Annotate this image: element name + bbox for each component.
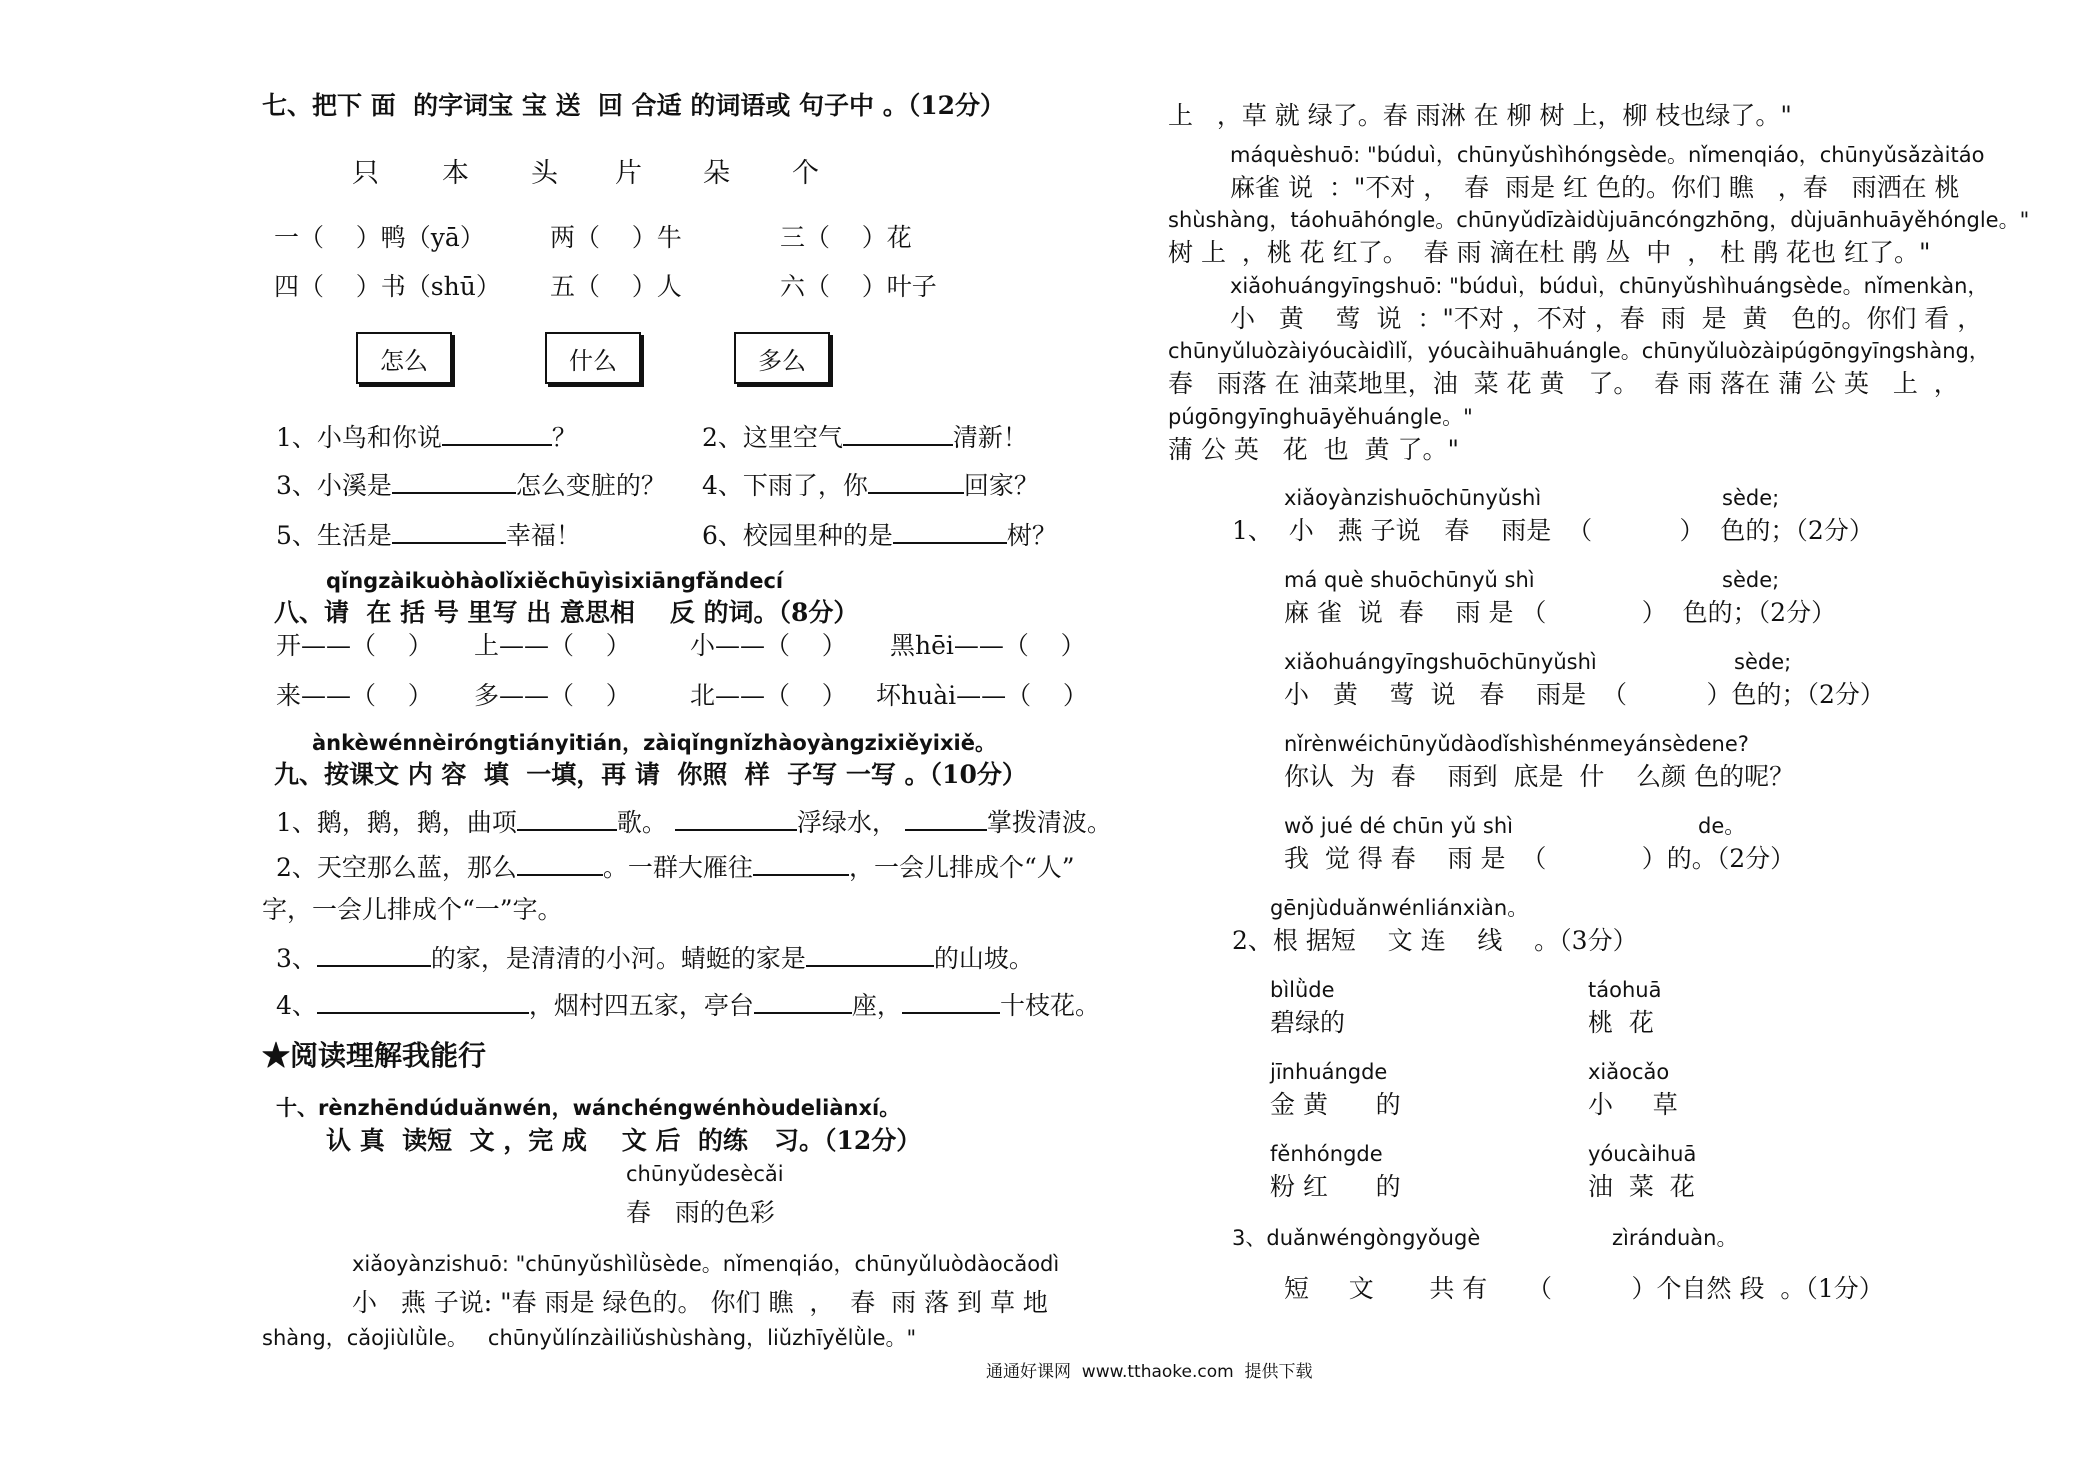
question-text: 座， xyxy=(851,991,902,1020)
question-text: ？ xyxy=(551,423,577,452)
question-text: 。一群大雁往 xyxy=(602,853,753,882)
answer-blank[interactable] xyxy=(806,943,934,967)
reading-question: 短 文 共 有 （ ）个自然 段 。（1分） xyxy=(1284,1274,1884,1303)
answer-blank[interactable] xyxy=(317,943,431,967)
question-text: 清新！ xyxy=(952,423,1028,452)
story-pinyin: shàng，cǎojiùlǜle。 chūnyǔlínzàiliǔshùshàng，liǔzhīyělǜle。" xyxy=(262,1326,917,1350)
fill-question xyxy=(702,470,1039,498)
answer-blank[interactable] xyxy=(905,807,987,831)
word-box-label: 多么 xyxy=(758,346,806,375)
match-right-pinyin: táohuā xyxy=(1588,978,1662,1002)
question-text: 1、鹅，鹅，鹅，曲项 xyxy=(276,808,517,837)
match-right-item[interactable]: 油 菜 花 xyxy=(1588,1172,1695,1201)
answer-blank[interactable] xyxy=(392,470,516,494)
question-pinyin: sède; xyxy=(1722,486,1780,510)
question-pinyin: gēnjùduǎnwénliánxiàn。 xyxy=(1270,896,1529,920)
question-pinyin: sède; xyxy=(1722,568,1780,592)
poem-line: 字，一会儿排成个“一”字。 xyxy=(262,895,563,924)
word-bank-item: 只 xyxy=(352,158,379,189)
measure-question: 一（ ）鸭（yā） xyxy=(274,223,485,252)
poem-line xyxy=(276,807,1112,835)
measure-question: 四（ ）书（shū） xyxy=(274,272,501,301)
reading-question: 你认 为 春 雨到 底是 什 么颜 色的呢？ xyxy=(1284,762,1795,791)
match-left-item[interactable]: 粉 红 的 xyxy=(1270,1172,1401,1201)
answer-blank[interactable] xyxy=(392,520,506,544)
poem-line xyxy=(276,990,1100,1018)
word-bank-item: 个 xyxy=(792,158,819,189)
story-pinyin: máquèshuō: "búduì，chūnyǔshìhóngsède。nǐmenqiáo，chūnyǔsǎzàitáo xyxy=(1230,143,1985,167)
match-left-pinyin: bìlǜde xyxy=(1270,978,1335,1002)
match-right-pinyin: xiǎocǎo xyxy=(1588,1060,1670,1084)
word-bank-item: 朵 xyxy=(703,158,730,189)
section-9-title: 九、按课文 内 容 填 一填，再 请 你照 样 子写 一写 。（10分） xyxy=(274,760,1027,789)
match-right-item[interactable]: 小 草 xyxy=(1588,1090,1678,1119)
measure-question: 三（ ）花 xyxy=(780,223,912,252)
story-text: 春 雨落 在 油菜地里，油 菜 花 黄 了。 春 雨 落在 蒲 公 英 上 ， xyxy=(1168,369,1959,398)
question-text: 树？ xyxy=(1006,521,1057,550)
answer-blank[interactable] xyxy=(893,520,1007,544)
reading-question: 小 黄 莺 说 春 雨是 （ ）色的；（2分） xyxy=(1284,680,1885,709)
measure-question: 五（ ）人 xyxy=(550,272,682,301)
poem-line xyxy=(276,943,1034,971)
word-bank-item: 片 xyxy=(615,158,642,189)
question-pinyin: sède; xyxy=(1734,650,1792,674)
question-text: 2、天空那么蓝，那么 xyxy=(276,853,517,882)
reading-question: 我 觉 得 春 雨 是 （ ）的。（2分） xyxy=(1284,844,1796,873)
section-7-title: 七、把下 面 的字词宝 宝 送 回 合适 的词语或 句子中 。（12分） xyxy=(262,91,1006,120)
antonym-item: 北——（ ） xyxy=(690,681,847,710)
story-pinyin: xiǎoyànzishuō: "chūnyǔshìlǜsède。nǐmenqiáo，chūnyǔluòdàocǎodì xyxy=(352,1252,1060,1276)
section-10-pinyin: 十、rènzhēndúduǎnwén，wánchéngwénhòudeliànxí。 xyxy=(276,1096,901,1120)
word-bank-item: 头 xyxy=(531,158,558,189)
section-8-title: 八、请 在 括 号 里写 出 意思相 反 的词。（8分） xyxy=(274,598,859,627)
question-pinyin: 3、duǎnwéngòngyǒugè xyxy=(1232,1226,1481,1250)
question-text: 3、 xyxy=(276,944,317,973)
story-text: 小 燕 子说: "春 雨是 绿色的。 你们 瞧 ， 春 雨 落 到 草 地 xyxy=(352,1288,1048,1317)
match-left-item[interactable]: 金 黄 的 xyxy=(1270,1090,1401,1119)
answer-blank[interactable] xyxy=(317,990,529,1014)
section-10-title: 认 真 读短 文 ，完 成 文 后 的练 习。（12分） xyxy=(326,1126,922,1155)
antonym-item: 来——（ ） xyxy=(276,681,433,710)
question-text: 5、生活是 xyxy=(276,521,392,550)
question-text: 4、 xyxy=(276,991,317,1020)
match-left-pinyin: jīnhuángde xyxy=(1270,1060,1388,1084)
answer-blank[interactable] xyxy=(753,852,849,876)
story-text: 上 ，草 就 绿了。春 雨淋 在 柳 树 上，柳 枝也绿了。" xyxy=(1168,101,1792,130)
story-title: 春 雨的色彩 xyxy=(626,1198,775,1227)
story-pinyin: púgōngyīnghuāyěhuángle。" xyxy=(1168,405,1473,429)
fill-question xyxy=(276,470,666,498)
word-box-label: 怎么 xyxy=(380,346,428,375)
antonym-item: 小——（ ） xyxy=(690,631,847,660)
story-text: 麻雀 说 ："不对 ， 春 雨是 红 色的。你们 瞧 ，春 雨洒在 桃 xyxy=(1230,173,1960,202)
story-pinyin: xiǎohuángyīngshuō: "búduì，búduì，chūnyǔshìhuángsède。nǐmenkàn， xyxy=(1230,274,1989,298)
match-left-pinyin: fěnhóngde xyxy=(1270,1142,1383,1166)
question-text: 的家，是清清的小河。蜻蜓的家是 xyxy=(430,944,806,973)
story-pinyin: chūnyǔluòzàiyóucàidìlǐ，yóucàihuāhuángle。chūnyǔluòzàipúgōngyīngshàng， xyxy=(1168,339,1990,363)
matching-title: 2、根 据短 文 连 线 。（3分） xyxy=(1232,926,1638,955)
measure-question: 两（ ）牛 xyxy=(550,223,682,252)
section-9-pinyin: ànkèwénnèiróngtiányitián，zàiqǐngnǐzhàoyàngzixiěyixiě。 xyxy=(312,731,996,755)
antonym-item: 上——（ ） xyxy=(474,631,631,660)
story-text: 树 上 ，桃 花 红了。 春 雨 滴在杜 鹃 丛 中 ， 杜 鹃 花也 红了。" xyxy=(1168,238,1931,267)
answer-blank[interactable] xyxy=(675,807,797,831)
measure-question: 六（ ）叶子 xyxy=(780,272,937,301)
word-bank-item: 本 xyxy=(442,158,469,189)
story-text: 小 黄 莺 说 ："不对 ，不对 ，春 雨 是 黄 色的。你们 看 ， xyxy=(1230,304,1983,333)
question-text: 6、校园里种的是 xyxy=(702,521,893,550)
reading-question: 麻 雀 说 春 雨 是 （ ） 色的；（2分） xyxy=(1284,598,1837,627)
question-pinyin: má què shuōchūnyǔ shì xyxy=(1284,568,1535,592)
story-pinyin: shùshàng，táohuāhóngle。chūnyǔdīzàidùjuāncóngzhōng，dùjuānhuāyěhóngle。" xyxy=(1168,208,2030,232)
story-text: 蒲 公 英 花 也 黄 了。" xyxy=(1168,435,1459,464)
match-left-item[interactable]: 碧绿的 xyxy=(1270,1008,1346,1037)
word-box-label: 什么 xyxy=(569,346,617,375)
question-text: 3、小溪是 xyxy=(276,471,392,500)
question-text: ，一会儿排成个“人” xyxy=(848,853,1075,882)
question-text: 2、这里空气 xyxy=(702,423,843,452)
section-8-pinyin: qǐngzàikuòhàolǐxiěchūyìsixiāngfǎndecí xyxy=(326,569,784,593)
answer-blank[interactable] xyxy=(902,990,1000,1014)
answer-blank[interactable] xyxy=(517,852,603,876)
question-pinyin: xiǎohuángyīngshuōchūnyǔshì xyxy=(1284,650,1597,674)
reading-question: 1、 小 燕 子说 春 雨是 （ ） 色的；（2分） xyxy=(1232,516,1874,545)
word-box-shenme xyxy=(545,332,641,384)
question-pinyin: de。 xyxy=(1698,814,1746,838)
question-text: 4、下雨了，你 xyxy=(702,471,868,500)
question-text: 怎么变脏的？ xyxy=(515,471,666,500)
fill-question xyxy=(702,520,1057,548)
question-text: 歌。 xyxy=(616,808,667,837)
word-box-duome xyxy=(734,332,830,384)
fill-question xyxy=(276,520,581,548)
question-pinyin: zìránduàn。 xyxy=(1612,1226,1738,1250)
question-text: 回家？ xyxy=(963,471,1039,500)
question-text: 幸福！ xyxy=(505,521,581,550)
question-pinyin: nǐrènwéichūnyǔdàodǐshìshénmeyánsèdene? xyxy=(1284,732,1749,756)
story-title-pinyin: chūnyǔdesècǎi xyxy=(626,1162,784,1186)
antonym-item: 黑hēi——（ ） xyxy=(890,631,1086,660)
match-right-pinyin: yóucàihuā xyxy=(1588,1142,1697,1166)
word-box-zenme xyxy=(356,332,452,384)
match-right-item[interactable]: 桃 花 xyxy=(1588,1008,1654,1037)
question-pinyin: wǒ jué dé chūn yǔ shì xyxy=(1284,814,1514,838)
antonym-item: 开——（ ） xyxy=(276,631,433,660)
question-text: 的山坡。 xyxy=(933,944,1034,973)
answer-blank[interactable] xyxy=(754,990,852,1014)
answer-blank[interactable] xyxy=(442,422,552,446)
antonym-item: 多——（ ） xyxy=(474,681,631,710)
question-text: 十枝花。 xyxy=(999,991,1100,1020)
antonym-item: 坏huài——（ ） xyxy=(876,681,1088,710)
question-text: 掌拨清波。 xyxy=(986,808,1112,837)
poem-line xyxy=(276,852,1075,880)
answer-blank[interactable] xyxy=(517,807,617,831)
fill-question xyxy=(702,422,1028,450)
reading-header: ★阅读理解我能行 xyxy=(262,1039,487,1072)
question-text: 浮绿水， xyxy=(796,808,897,837)
question-text: ，烟村四五家，亭台 xyxy=(528,991,754,1020)
answer-blank[interactable] xyxy=(868,470,964,494)
question-text: 1、小鸟和你说 xyxy=(276,423,442,452)
answer-blank[interactable] xyxy=(843,422,953,446)
fill-question xyxy=(276,422,577,450)
footer-credit: 通通好课网 www.tthaoke.com 提供下载 xyxy=(986,1362,1313,1382)
question-pinyin: xiǎoyànzishuōchūnyǔshì xyxy=(1284,486,1542,510)
